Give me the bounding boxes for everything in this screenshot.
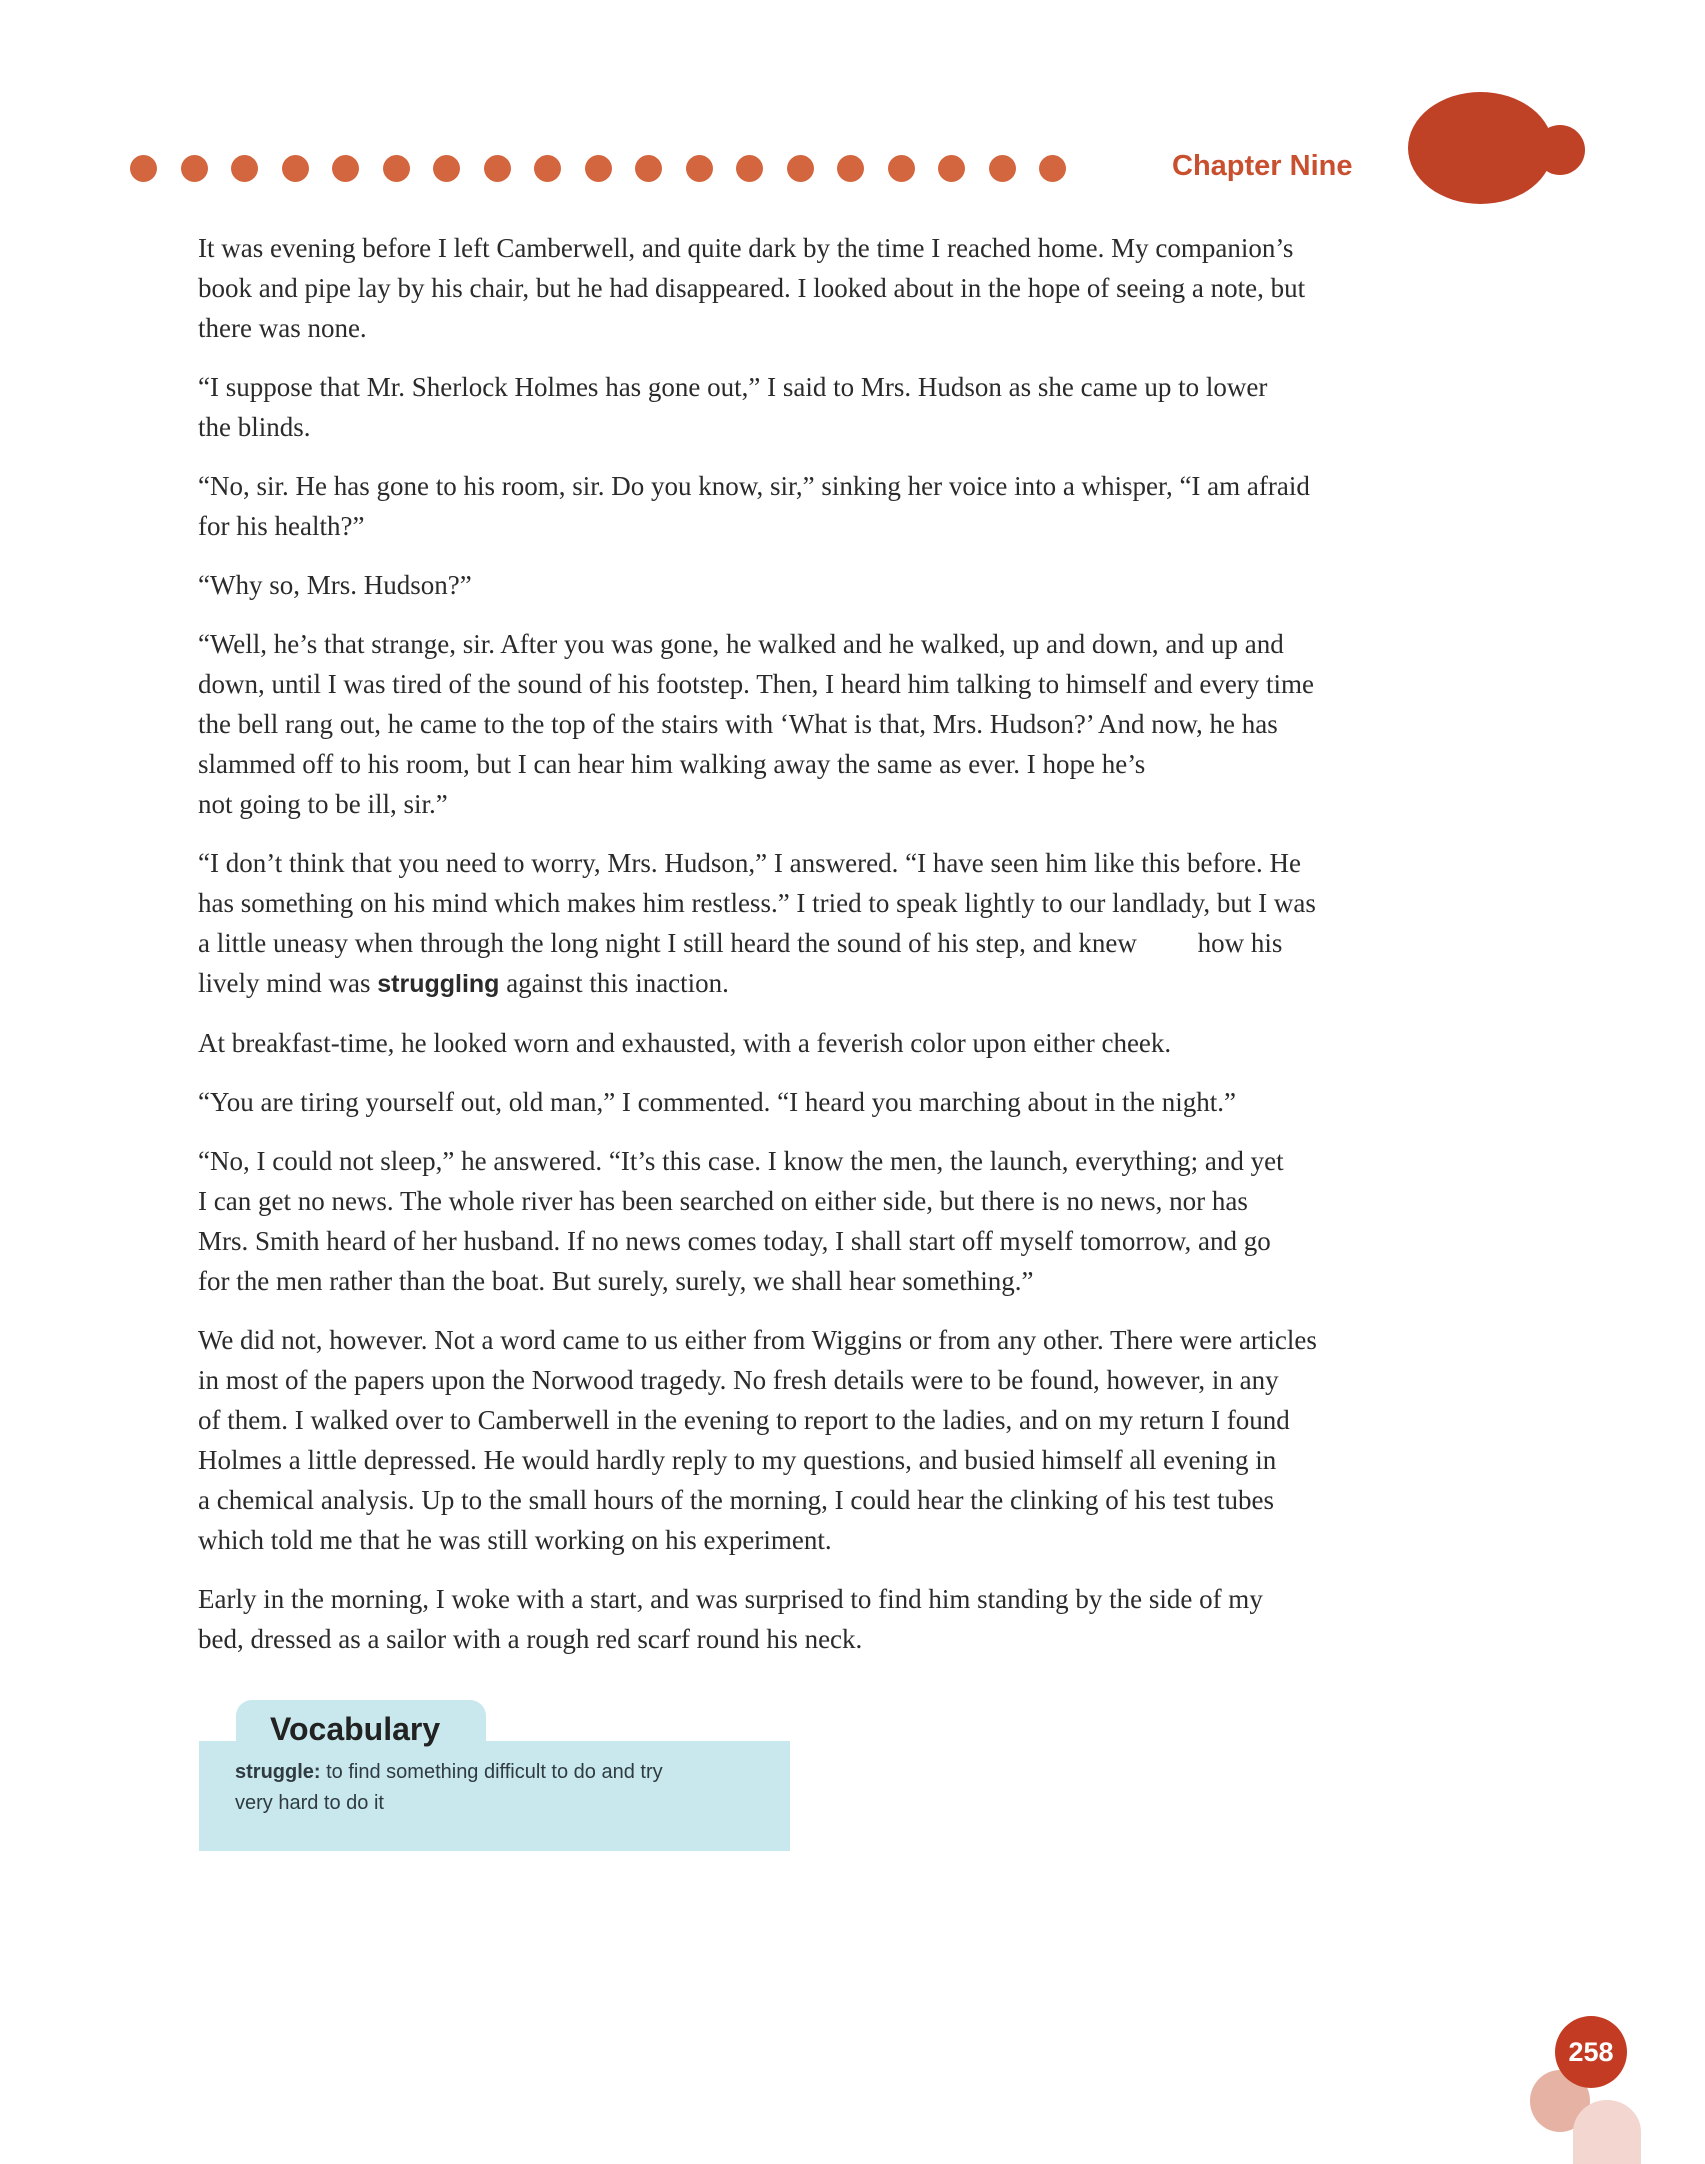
text-line: It was evening before I left Camberwell, and quite dark by the time I reached home. My companion’s [198, 233, 1294, 263]
paragraph [198, 1579, 1403, 1659]
decorative-dot [888, 155, 915, 182]
decorative-circle [1573, 2100, 1641, 2164]
paragraph [198, 1082, 1403, 1122]
text-line: for his health?” [198, 511, 365, 541]
decorative-dot [837, 155, 864, 182]
text-line: I can get no news. The whole river has been searched on either side, but there is no news, nor has [198, 1186, 1248, 1216]
text-line: “I don’t think that you need to worry, Mrs. Hudson,” I answered. “I have seen him like this before. He [198, 848, 1301, 878]
text-line: “Why so, Mrs. Hudson?” [198, 570, 472, 600]
text-line: “No, sir. He has gone to his room, sir. Do you know, sir,” sinking her voice into a whisper, “I am afraid [198, 471, 1310, 501]
decorative-dot [686, 155, 713, 182]
page-number: 258 [1555, 2016, 1627, 2088]
text-line: down, until I was tired of the sound of his footstep. Then, I heard him talking to himself and every time [198, 669, 1315, 699]
paragraph [198, 843, 1403, 1004]
text-line [198, 968, 729, 998]
decorative-dot [231, 155, 258, 182]
text-segment: against this inaction. [499, 968, 729, 998]
text-line: the bell rang out, he came to the top of the stairs with ‘What is that, Mrs. Hudson?’ And now, he has [198, 709, 1278, 739]
text-line: has something on his mind which makes him restless.” I tried to speak lightly to our landlady, but I was [198, 888, 1316, 918]
decorative-dot [433, 155, 460, 182]
decorative-dot [635, 155, 662, 182]
text-line: “Well, he’s that strange, sir. After you was gone, he walked and he walked, up and down, and up and [198, 629, 1284, 659]
decorative-dot [383, 155, 410, 182]
text-line: Mrs. Smith heard of her husband. If no news comes today, I shall start off myself tomorrow, and go [198, 1226, 1271, 1256]
definition-text: to find something difficult to do and try [320, 1761, 663, 1783]
text-line: At breakfast-time, he looked worn and exhausted, with a feverish color upon either cheek. [198, 1028, 1172, 1058]
paragraph [198, 1320, 1403, 1560]
text-line: “No, I could not sleep,” he answered. “It’s this case. I know the men, the launch, everything; and yet [198, 1146, 1284, 1176]
text-line: We did not, however. Not a word came to us either from Wiggins or from any other. There were articles [198, 1325, 1317, 1355]
chapter-title: Chapter Nine [1172, 150, 1353, 182]
decorative-dot [1039, 155, 1066, 182]
decorative-dot [181, 155, 208, 182]
decorative-dot [282, 155, 309, 182]
text-line: Holmes a little depressed. He would hardly reply to my questions, and busied himself all evening in [198, 1445, 1277, 1475]
decorative-dot [787, 155, 814, 182]
text-line: there was none. [198, 313, 367, 343]
paragraph [198, 1141, 1403, 1301]
paragraph [198, 624, 1403, 824]
story-text [198, 228, 1403, 1678]
text-line: Early in the morning, I woke with a start, and was surprised to find him standing by the side of my [198, 1584, 1263, 1614]
decorative-dot-row [130, 155, 1060, 185]
text-segment: lively mind was [198, 968, 378, 998]
text-line: “I suppose that Mr. Sherlock Holmes has gone out,” I said to Mrs. Hudson as she came up to lower [198, 372, 1268, 402]
text-line: for the men rather than the boat. But surely, surely, we shall hear something.” [198, 1266, 1034, 1296]
text-line: which told me that he was still working on his experiment. [198, 1525, 832, 1555]
decorative-circle-large [1408, 92, 1553, 204]
text-line: “You are tiring yourself out, old man,” I commented. “I heard you marching about in the night.” [198, 1087, 1236, 1117]
decorative-dot [332, 155, 359, 182]
paragraph [198, 466, 1403, 546]
paragraph [198, 565, 1403, 605]
text-line: a chemical analysis. Up to the small hours of the morning, I could hear the clinking of his test tubes [198, 1485, 1275, 1515]
definition-text: very hard to do it [235, 1792, 384, 1814]
decorative-dot [534, 155, 561, 182]
paragraph [198, 1023, 1403, 1063]
vocabulary-definition [235, 1757, 755, 1819]
text-line: not going to be ill, sir.” [198, 789, 448, 819]
text-line: bed, dressed as a sailor with a rough red scarf round his neck. [198, 1624, 863, 1654]
text-line: the blinds. [198, 412, 311, 442]
text-line: slammed off to his room, but I can hear him walking away the same as ever. I hope he’s [198, 749, 1146, 779]
decorative-circle-small [1535, 125, 1585, 175]
text-line: in most of the papers upon the Norwood tragedy. No fresh details were to be found, however, in any [198, 1365, 1279, 1395]
text-line: a little uneasy when through the long night I still heard the sound of his step, and knew how his [198, 928, 1283, 958]
text-line: of them. I walked over to Camberwell in the evening to report to the ladies, and on my return I found [198, 1405, 1290, 1435]
decorative-dot [484, 155, 511, 182]
vocabulary-term: struggle: [235, 1761, 321, 1783]
decorative-dot [989, 155, 1016, 182]
vocabulary-word: struggling [377, 970, 500, 998]
text-line: book and pipe lay by his chair, but he had disappeared. I looked about in the hope of seeing a note, but [198, 273, 1306, 303]
decorative-dot [938, 155, 965, 182]
vocabulary-title: Vocabulary [270, 1711, 441, 1747]
decorative-dot [585, 155, 612, 182]
paragraph [198, 228, 1403, 348]
paragraph [198, 367, 1403, 447]
decorative-dot [130, 155, 157, 182]
decorative-dot [736, 155, 763, 182]
